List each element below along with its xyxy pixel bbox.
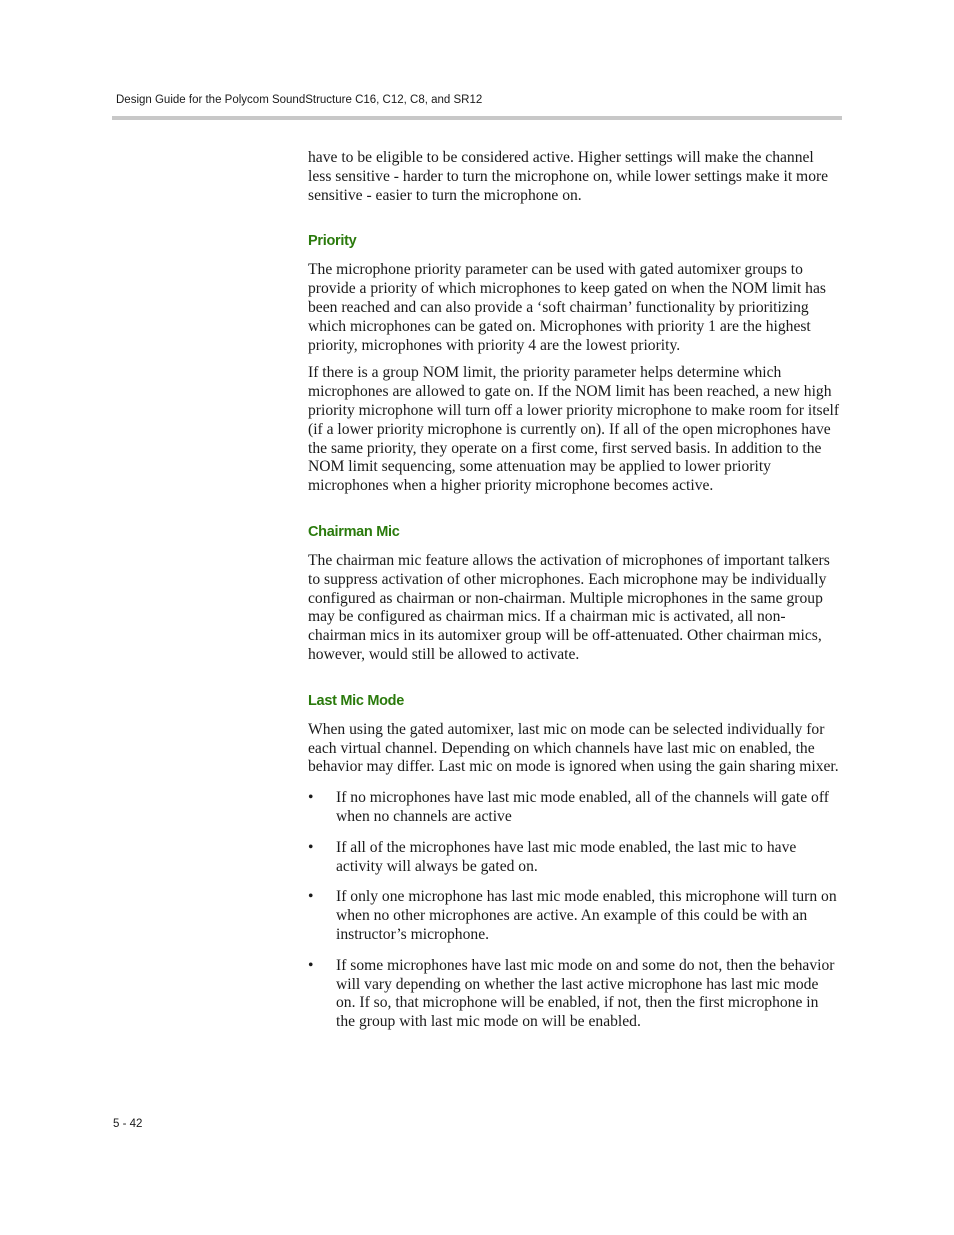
bullet-icon: • <box>308 838 314 856</box>
chairman-mic-paragraph: The chairman mic feature allows the activation of microphones of important talkers to suppress activation of other microphones. Each microphone may be individually configured as chairman or non-chairman. Multiple microphones in the same group may be configured as chairman mics. If a chairman mic is activated, all non-chairman mics in its automixer group will be off-attenuated. Other chairman mics, however, would still be allowed to activate. <box>308 551 830 663</box>
last-mic-mode-paragraph: When using the gated automixer, last mic on mode can be selected individually for each virtual channel. Depending on which channels have last mic on enabled, the behavior may differ. Last mic on mode is ignored when using the gain sharing mixer. <box>308 720 839 776</box>
body-column <box>308 149 840 1044</box>
section-heading-chairman-mic: Chairman Mic <box>308 523 400 540</box>
bullet-text: If no microphones have last mic mode enabled, all of the channels will gate off when no channels are active <box>336 789 829 825</box>
list-item <box>308 957 840 1032</box>
priority-paragraph-1: The microphone priority parameter can be used with gated automixer groups to provide a priority of which microphones to keep gated on when the NOM limit has been reached and can also provide a ‘soft chairman’ functionality by prioritizing which microphones can be gated on. Microphones with priority 1 are the highest priority, microphones with priority 4 are the lowest priority. <box>308 261 826 354</box>
bullet-text: If some microphones have last mic mode on and some do not, then the behavior will vary depending on whether the last active microphone has last mic mode on. If so, that microphone will be enabled, if not, then the first microphone in the group with last mic mode on will be enabled. <box>336 956 835 1031</box>
page-number: 5 - 42 <box>113 1118 143 1130</box>
bullet-text: If all of the microphones have last mic mode enabled, the last mic to have activity will always be gated on. <box>336 838 797 875</box>
list-item <box>308 839 840 877</box>
section-heading-last-mic-mode: Last Mic Mode <box>308 692 405 709</box>
intro-paragraph: have to be eligible to be considered active. Higher settings will make the channel less sensitive - harder to turn the microphone on, while lower settings make it more sensitive - easier to turn the microphone on. <box>308 149 829 204</box>
bullet-icon: • <box>308 888 314 906</box>
bullet-text: If only one microphone has last mic mode enabled, this microphone will turn on when no other microphones are active. An example of this could be with an instructor’s microphone. <box>336 888 837 943</box>
bullet-icon: • <box>308 956 314 974</box>
bullet-icon: • <box>308 789 314 807</box>
header-rule <box>112 116 842 120</box>
section-heading-priority: Priority <box>308 233 357 250</box>
list-item <box>308 888 840 944</box>
last-mic-mode-bullet-list <box>308 789 840 1032</box>
list-item <box>308 789 840 827</box>
running-header: Design Guide for the Polycom SoundStructure C16, C12, C8, and SR12 <box>116 94 483 106</box>
priority-paragraph-2: If there is a group NOM limit, the priority parameter helps determine which microphones are allowed to gate on. If the NOM limit has been reached, a new high priority microphone will turn off a lower priority microphone to make room for itself (if a lower priority microphone is currently on). If all of the open microphones have the same priority, they operate on a first come, first served basis. In addition to the NOM limit sequencing, some attenuation may be applied to lower priority microphones when a higher priority microphone becomes active. <box>308 364 840 495</box>
